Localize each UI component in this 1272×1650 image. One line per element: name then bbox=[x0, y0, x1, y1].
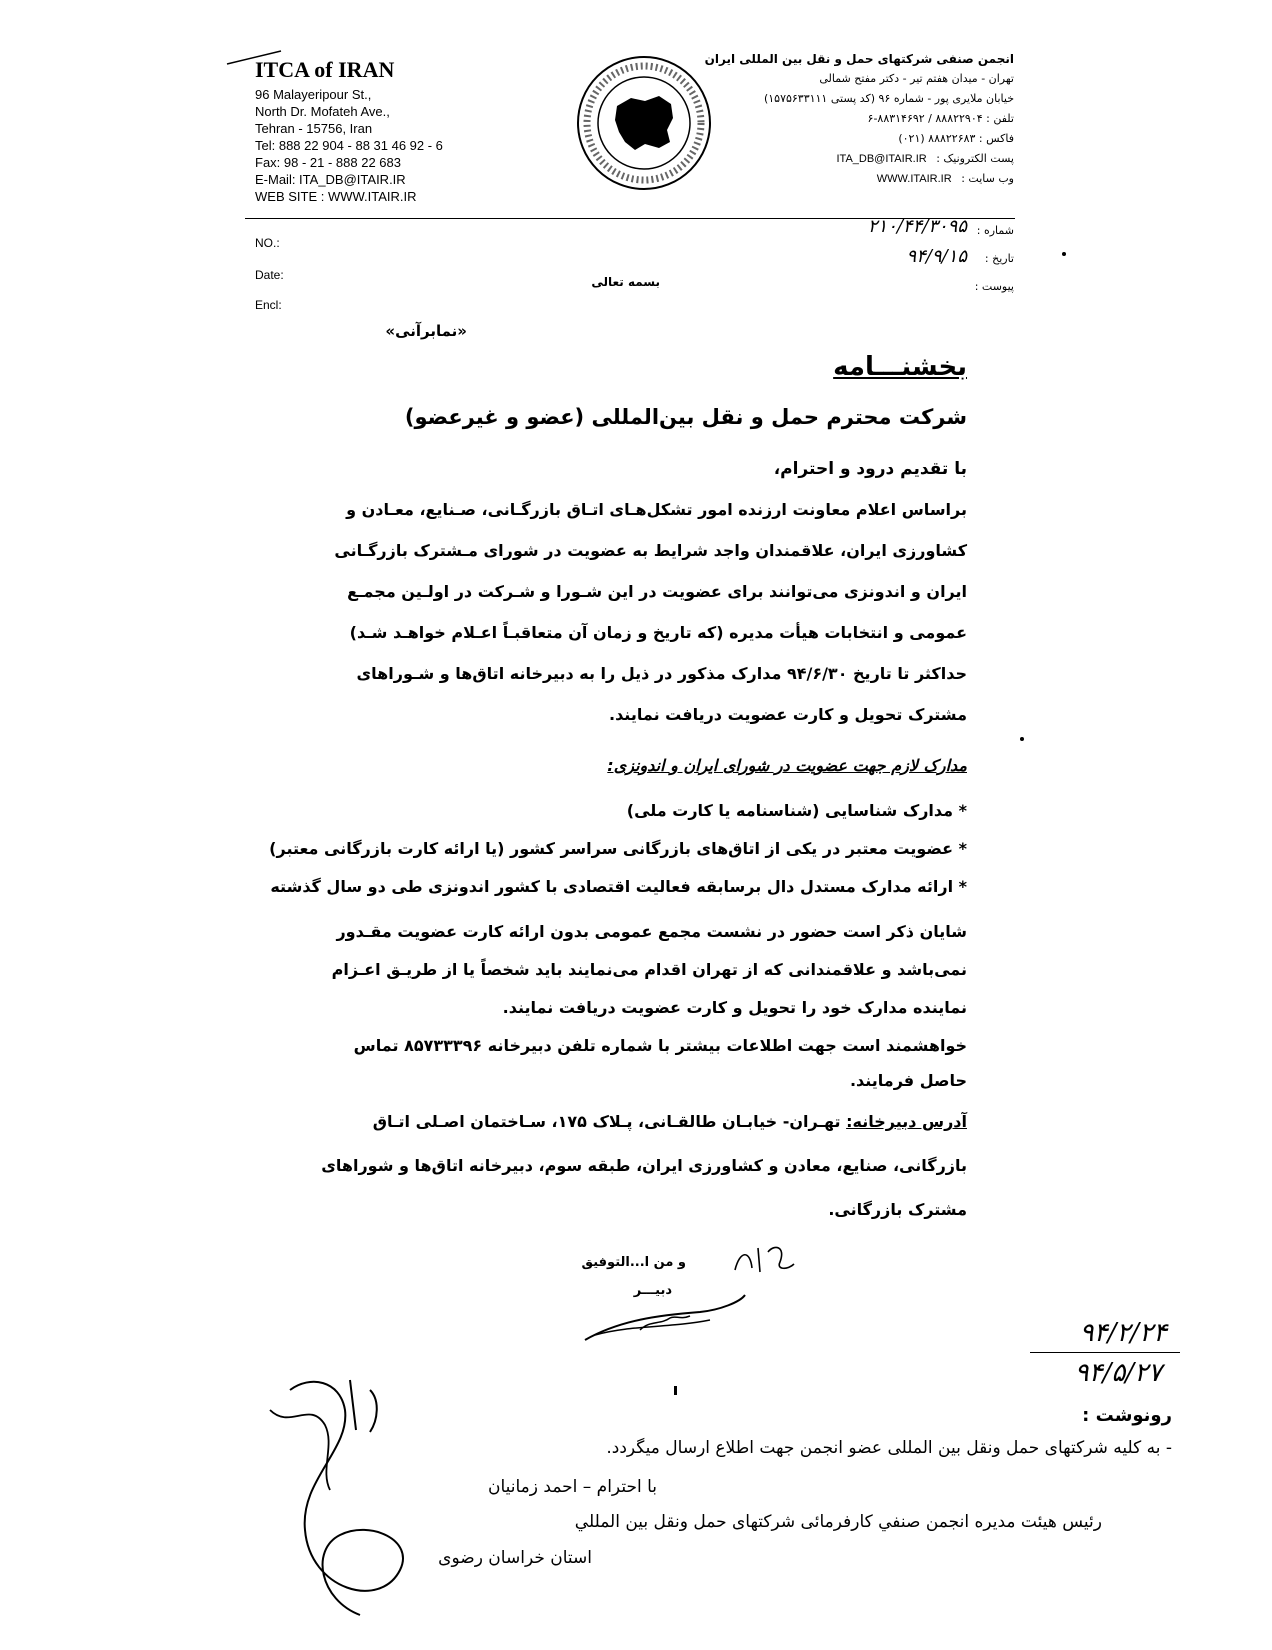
paragraph-1-line: کشاورزی ایران، علاقمندان واجد شرایط به عضویت در شورای مـشترک بازرگـانی bbox=[334, 541, 967, 560]
address-line-fa: خیابان ملایری پور - شماره ۹۶ (کد پستی ۱۵۷۵۶۳۳۱۱۱) bbox=[763, 92, 1014, 105]
required-doc-item: * عضویت معتبر در یکی از اتاق‌های بازرگانی سراسر کشور (یا ارائه کارت بازرگانی معتبر) bbox=[269, 839, 967, 858]
email-row-fa bbox=[836, 150, 1014, 168]
chairman-signature bbox=[230, 1370, 470, 1620]
closing: و من ا...التوفیق bbox=[581, 1255, 686, 1270]
address-line-en: Tehran - 15756, Iran bbox=[255, 121, 373, 136]
fax-fa: فاکس : ۸۸۸۲۲۶۸۳ (۰۲۱) bbox=[898, 132, 1014, 145]
website-fa: WWW.ITAIR.IR bbox=[876, 173, 952, 185]
handwritten-ref-number: ۹۴/۲/۲۴ bbox=[1079, 1318, 1167, 1348]
organization-seal-logo bbox=[575, 54, 713, 192]
email-fa: ITA_DB@ITAIR.IR bbox=[836, 153, 927, 165]
tel-en: Tel: 888 22 904 - 88 31 46 92 - 6 bbox=[255, 138, 443, 153]
date-label-fa: تاریخ : bbox=[984, 252, 1014, 265]
handwritten-ref-date: ۹۴/۵/۲۷ bbox=[1074, 1358, 1162, 1388]
address-label: آدرس دبیرخانه: bbox=[846, 1112, 967, 1131]
tel-fa: تلفن : ۸۸۸۲۲۹۰۴ / ۸۸۳۱۴۶۹۲-۶ bbox=[867, 112, 1014, 125]
margin-dot bbox=[1018, 735, 1026, 743]
paragraph-1-line: عمومی و انتخابات هیأت مدیره (که تاریخ و زمان آن متعاقبـاً اعـلام خواهـد شـد) bbox=[349, 623, 967, 642]
no-label-fa: شماره : bbox=[976, 224, 1014, 237]
margin-dot bbox=[1060, 250, 1068, 258]
address-row bbox=[373, 1112, 967, 1131]
address-line-en: North Dr. Mofateh Ave., bbox=[255, 104, 390, 119]
secretary-signature bbox=[580, 1290, 750, 1350]
recipient: شرکت محترم حمل و نقل بین‌المللی (عضو و غیرعضو) bbox=[404, 405, 967, 429]
website-en: WEB SITE : WWW.ITAIR.IR bbox=[255, 189, 417, 204]
pen-stroke-mark bbox=[225, 48, 285, 68]
website-label-fa: وب سایت : bbox=[961, 172, 1014, 185]
paragraph-2-line: نماینده مدارک خود را تحویل و کارت عضویت دریافت نمایند. bbox=[502, 998, 967, 1017]
margin-dot bbox=[672, 1385, 680, 1397]
basmala: بسمه تعالی bbox=[591, 275, 660, 289]
address-line: تهـران- خیابـان طالقـانی، پـلاک ۱۷۵، سـاختمان اصـلی اتـاق bbox=[372, 1112, 841, 1131]
address-line: مشترک بازرگانی. bbox=[828, 1200, 967, 1219]
org-name-fa: انجمن صنفی شرکتهای حمل و نقل بین المللی ایران bbox=[704, 52, 1014, 66]
contact-line: حاصل فرمایند. bbox=[849, 1071, 967, 1090]
paragraph-2-line: شایان ذکر است حضور در نشست مجمع عمومی بدون ارائه کارت عضویت مقـدور bbox=[336, 922, 967, 941]
position-line: رئیس هیئت مدیره انجمن صنفي کارفرمائی شرکتهای حمل ونقل بین المللي bbox=[574, 1512, 1102, 1532]
signatory-title: دبیـــر bbox=[633, 1283, 672, 1298]
no-label-en: NO.: bbox=[255, 236, 280, 250]
required-doc-item: * مدارک شناسایی (شناسنامه یا کارت ملی) bbox=[626, 801, 967, 820]
letter-number-value: ۲۱۰/۴۴/۳۰۹۵ bbox=[867, 216, 967, 237]
fax-en: Fax: 98 - 21 - 888 22 683 bbox=[255, 155, 401, 170]
greeting: با تقدیم درود و احترام، bbox=[773, 459, 967, 479]
required-docs-heading: مدارک لازم جهت عضویت در شورای ایران و اندونزی: bbox=[607, 756, 967, 775]
paragraph-1-line: ایران و اندونزی می‌توانند برای عضویت در این شـورا و شـرکت در اولـین مجمـع bbox=[347, 582, 967, 601]
address-line-en: 96 Malayeripour St., bbox=[255, 87, 372, 102]
letter-title: بخشنـــامه bbox=[833, 352, 967, 382]
encl-label-en: Encl: bbox=[255, 298, 282, 312]
paragraph-2-line: نمی‌باشد و علاقمندانی که از تهران اقدام می‌نمایند باید شخصاً یا از طریـق اعـزام bbox=[331, 960, 967, 979]
handwritten-initials bbox=[730, 1240, 800, 1280]
org-name-en: ITCA of IRAN bbox=[255, 57, 395, 82]
letter-date-value: ۹۴/۹/۱۵ bbox=[906, 246, 967, 267]
copy-heading: رونوشت : bbox=[1082, 1405, 1172, 1426]
email-en: E-Mail: ITA_DB@ITAIR.IR bbox=[255, 172, 406, 187]
regards-line: با احترام – احمد زمانیان bbox=[487, 1477, 657, 1497]
address-line: بازرگانی، صنایع، معادن و کشاورزی ایران، طبقه سوم، دبیرخانه اتاق‌ها و شوراهای bbox=[321, 1156, 967, 1175]
address-line-fa: تهران - میدان هفتم تیر - دکتر مفتح شمالی bbox=[819, 72, 1014, 85]
email-label-fa: پست الکترونیک : bbox=[936, 152, 1014, 165]
position-line: استان خراسان رضوی bbox=[438, 1548, 592, 1568]
contact-line: خواهشمند است جهت اطلاعات بیشتر با شماره تلفن دبیرخانه ۸۵۷۳۳۳۹۶ تماس bbox=[353, 1036, 967, 1055]
handwritten-underline bbox=[1030, 1352, 1180, 1353]
paragraph-1-line: حداکثر تا تاریخ ۹۴/۶/۳۰ مدارک مذکور در ذیل را به دبیرخانه اتاق‌ها و شـوراهای bbox=[356, 664, 967, 683]
copy-line: - به کلیه شرکتهای حمل ونقل بین المللی عضو انجمن جهت اطلاع ارسال میگردد. bbox=[606, 1438, 1172, 1458]
website-row-fa bbox=[877, 170, 1014, 188]
urgency-note: «نمابرآنی» bbox=[385, 322, 467, 340]
encl-label-fa: پیوست : bbox=[974, 280, 1014, 293]
paragraph-1-line: مشترک تحویل و کارت عضویت دریافت نمایند. bbox=[608, 705, 967, 724]
date-label-en: Date: bbox=[255, 268, 284, 282]
required-doc-item: * ارائه مدارک مستدل دال برسابقه فعالیت اقتصادی با کشور اندونزی طی دو سال گذشته bbox=[270, 877, 967, 896]
paragraph-1-line: براساس اعلام معاونت ارزنده امور تشکل‌هـای اتـاق بازرگـانی، صـنایع، معـادن و bbox=[346, 500, 967, 519]
